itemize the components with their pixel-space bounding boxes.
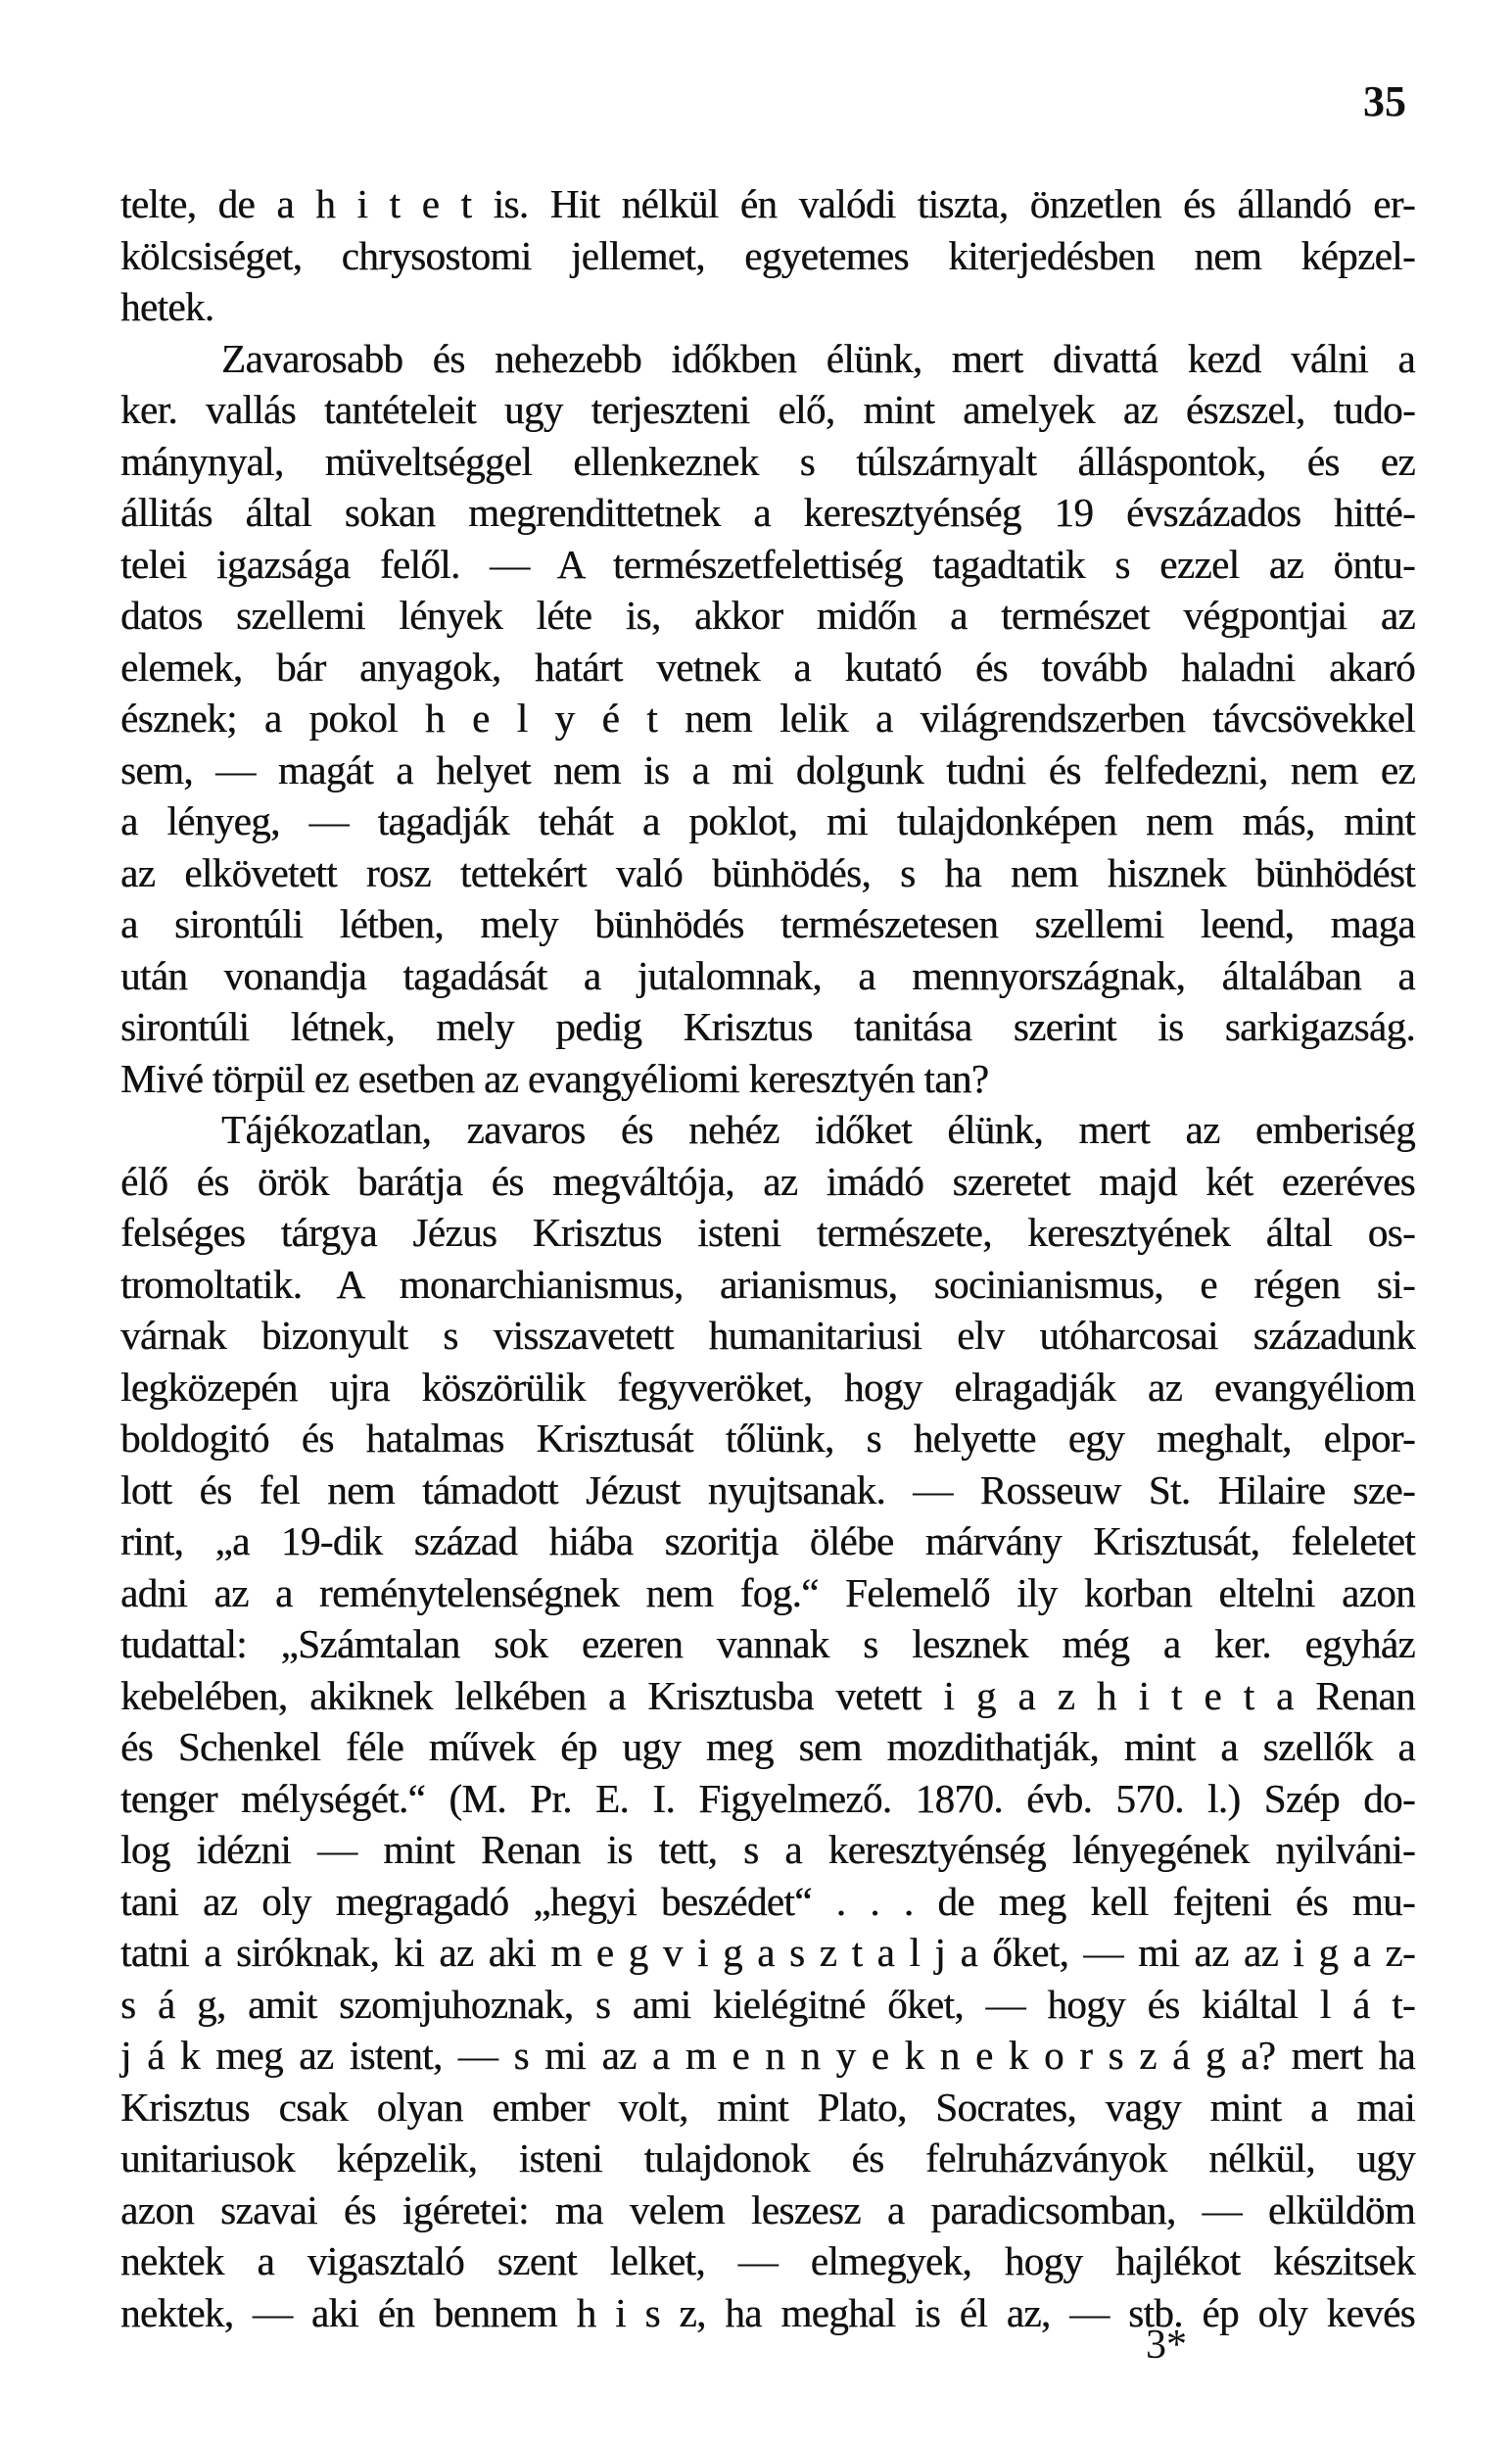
text-line: datos szellemi lények léte is, akkor midőn a természet végpontjai az (120, 593, 1415, 638)
text-line: kölcsiséget, chrysostomi jellemet, egyetemes kiterjedésben nem képzel- (120, 232, 1415, 278)
text-line: Mivé törpül ez esetben az evangyéliomi keresztyén tan? (120, 1055, 989, 1101)
text-line: tenger mélységét.“ (M. Pr. E. I. Figyelmező. 1870. évb. 570. l.) Szép do- (120, 1775, 1415, 1821)
text-line: telte, de a h i t e t is. Hit nélkül én valódi tiszta, önzetlen és állandó er- (120, 181, 1415, 226)
text-line: legközepén ujra köszörülik fegyveröket, hogy elragadják az evangyéliom (120, 1364, 1415, 1410)
text-line: a sirontúli létben, mely bünhödés természetesen szellemi leend, maga (120, 901, 1415, 946)
text-line: azon szavai és igéretei: ma velem leszesz a paradicsomban, — elküldöm (120, 2186, 1415, 2232)
text-line: várnak bizonyult s visszavetett humanitariusi elv utóharcosai századunk (120, 1313, 1415, 1358)
text-line: log idézni — mint Renan is tett, s a keresztyénség lényegének nyilváni- (120, 1827, 1415, 1872)
text-line: és Schenkel féle művek ép ugy meg sem mozdithatják, mint a szellők a (120, 1724, 1415, 1769)
text-line: hetek. (120, 284, 214, 329)
text-line: az elkövetett rosz tettekért való bünhödés, s ha nem hisznek bünhödést (120, 849, 1415, 895)
text-line: elemek, bár anyagok, határt vetnek a kutató és tovább haladni akaró (120, 644, 1415, 690)
signature-mark: 3* (1146, 2323, 1187, 2368)
text-line: a lényeg, — tagadják tehát a poklot, mi tulajdonképen nem más, mint (120, 798, 1415, 843)
text-line: lott és fel nem támadott Jézust nyujtsanak. — Rosseuw St. Hilaire sze- (120, 1466, 1415, 1512)
text-line: tani az oly megragadó „hegyi beszédet“ . . . de meg kell fejteni és mu- (120, 1878, 1415, 1924)
text-line: Tájékozatlan, zavaros és nehéz időket élünk, mert az emberiség (221, 1107, 1415, 1152)
text-line: észnek; a pokol h e l y é t nem lelik a világrendszerben távcsövekkel (120, 695, 1415, 741)
text-line: sem, — magát a helyet nem is a mi dolgunk tudni és felfedezni, nem ez (120, 746, 1415, 792)
text-line: telei igazsága felől. — A természetfelettiség tagadtatik s ezzel az öntu- (120, 541, 1415, 587)
page-number: 35 (1363, 77, 1406, 125)
text-line: tromoltatik. A monarchianismus, arianismus, socinianismus, e régen si- (120, 1261, 1415, 1307)
text-line: állitás által sokan megrendittetnek a keresztyénség 19 évszázados hitté- (120, 490, 1415, 535)
text-line: ker. vallás tantételeit ugy terjeszteni elő, mint amelyek az észszel, tudo- (120, 387, 1415, 432)
text-line: sirontúli létnek, mely pedig Krisztus tanitása szerint is sarkigazság. (120, 1004, 1415, 1049)
text-line: boldogitó és hatalmas Krisztusát tőlünk, s helyette egy meghalt, elpor- (120, 1415, 1415, 1461)
text-line: j á k meg az istent, — s mi az a m e n n y e k n e k o r s z á g a? mert ha (120, 2033, 1415, 2078)
text-line: unitariusok képzelik, isteni tulajdonok és felruházványok nélkül, ugy (120, 2135, 1415, 2181)
text-line: felséges tárgya Jézus Krisztus isteni természete, keresztyének által os- (120, 1210, 1415, 1255)
text-line: Zavarosabb és nehezebb időkben élünk, mert divattá kezd válni a (221, 335, 1415, 381)
text-line: nektek, — aki én bennem h i s z, ha meghal is él az, — stb. ép oly kevés (120, 2289, 1415, 2335)
text-line: rint, „a 19-dik század hiába szoritja ölébe márvány Krisztusát, feleletet (120, 1518, 1415, 1563)
text-line: élő és örök barátja és megváltója, az imádó szeretet majd két ezeréves (120, 1158, 1415, 1204)
text-line: után vonandja tagadását a jutalomnak, a mennyországnak, általában a (120, 952, 1415, 998)
text-line: mánynyal, müveltséggel ellenkeznek s túlszárnyalt álláspontok, és ez (120, 438, 1415, 484)
text-line: s á g, amit szomjuhoznak, s ami kielégitné őket, — hogy és kiáltal l á t- (120, 1981, 1415, 2027)
text-line: Krisztus csak olyan ember volt, mint Plato, Socrates, vagy mint a mai (120, 2084, 1415, 2130)
text-line: tatni a siróknak, ki az aki m e g v i g a s z t a l j a őket, — mi az az i g a z- (120, 1930, 1415, 1975)
text-line: nektek a vigasztaló szent lelket, — elmegyek, hogy hajlékot készitsek (120, 2238, 1415, 2283)
text-line: adni az a reménytelenségnek nem fog.“ Felemelő ily korban eltelni azon (120, 1569, 1415, 1615)
text-line: tudattal: „Számtalan sok ezeren vannak s lesznek még a ker. egyház (120, 1621, 1415, 1666)
body-text (120, 178, 1415, 2338)
text-line: kebelében, akiknek lelkében a Krisztusba vetett i g a z h i t e t a Renan (120, 1672, 1415, 1718)
